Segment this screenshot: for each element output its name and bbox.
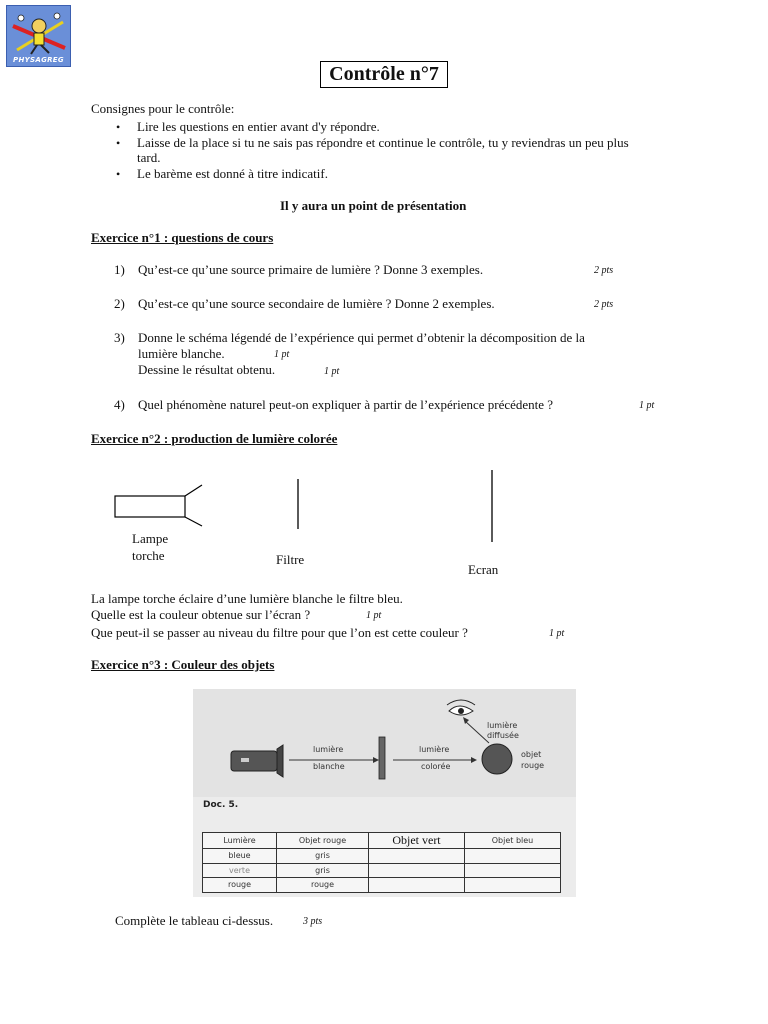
physagreg-logo: [6, 5, 71, 67]
question-2-points: 2 pts: [594, 299, 614, 310]
question-number: 1): [114, 262, 125, 277]
label-blanche: blanche: [313, 762, 345, 771]
torch-beam-top: [185, 485, 202, 496]
label-objet: objet: [521, 750, 542, 759]
bullet-icon: •: [116, 136, 121, 150]
consigne-item: Laisse de la place si tu ne sais pas répondre et continue le contrôle, tu y reviendras un peu plus: [137, 135, 629, 150]
arrow-head: [373, 757, 379, 763]
answer-cell[interactable]: [369, 849, 465, 864]
consigne-item-continued: tard.: [137, 150, 161, 165]
exercise-2-points-b: 1 pt: [549, 628, 565, 639]
question-3-line-1: Donne le schéma légendé de l’expérience qui permet d’obtenir la décomposition de la: [138, 330, 585, 345]
answer-cell[interactable]: [369, 863, 465, 878]
flashlight-switch: [241, 758, 249, 762]
label-lumiere-1: lumière: [313, 745, 344, 754]
question-3-line-3: Dessine le résultat obtenu.: [138, 362, 276, 377]
exercise-2-title: Exercice n°2 : production de lumière colorée: [91, 431, 338, 446]
question-3-points-a: 1 pt: [274, 349, 290, 360]
exercise-2-points-a: 1 pt: [366, 610, 382, 621]
doc-5-figure: [193, 689, 576, 897]
table-cell: verte: [203, 863, 277, 878]
question-1-points: 2 pts: [594, 265, 614, 276]
lampe-label: Lampe: [132, 531, 169, 546]
table-cell: gris: [277, 863, 369, 878]
exercise-2-line-1: La lampe torche éclaire d’une lumière blanche le filtre bleu.: [91, 591, 403, 606]
answer-cell[interactable]: [465, 878, 561, 893]
table-header-row: [203, 833, 561, 849]
presentation-note: Il y aura un point de présentation: [280, 198, 467, 213]
logo-label: PHYSAGREG: [13, 56, 64, 64]
eyebrow: [447, 700, 475, 705]
red-object-sphere: [482, 744, 512, 774]
exercise-2-line-3: Que peut-il se passer au niveau du filtre pour que l’on est cette couleur ?: [91, 625, 468, 640]
ecran-label: Ecran: [468, 562, 499, 577]
consignes-heading: Consignes pour le contrôle:: [91, 101, 235, 116]
label-coloree: colorée: [421, 762, 451, 771]
results-table: [202, 832, 561, 893]
exercise-1-title: Exercice n°1 : questions de cours: [91, 230, 274, 245]
question-4-points: 1 pt: [639, 400, 655, 411]
arrow-head: [463, 717, 469, 724]
question-number: 4): [114, 397, 125, 412]
doc-label: Doc. 5.: [203, 800, 239, 810]
table-cell: gris: [277, 849, 369, 864]
question-number: 2): [114, 296, 125, 311]
header-objet-vert: Objet vert: [369, 833, 465, 849]
table-row: [203, 849, 561, 864]
table-cell: rouge: [203, 878, 277, 893]
table-row: [203, 878, 561, 893]
header-lumiere: Lumière: [203, 833, 277, 849]
label-diffusee: diffusée: [487, 731, 519, 740]
consigne-item: Lire les questions en entier avant d'y répondre.: [137, 119, 380, 134]
label-lumiere-2: lumière: [419, 745, 450, 754]
table-row: [203, 863, 561, 878]
exercise-2-line-2: Quelle est la couleur obtenue sur l’écran ?: [91, 607, 311, 622]
exercise-3-points: 3 pts: [303, 916, 323, 927]
experiment-diagram: [110, 465, 510, 550]
header-objet-bleu: Objet bleu: [465, 833, 561, 849]
bullet-icon: •: [116, 167, 121, 181]
arrow-head: [471, 757, 477, 763]
eye-pupil: [458, 708, 464, 714]
flashlight-head: [277, 745, 283, 777]
exercise-3-title: Exercice n°3 : Couleur des objets: [91, 657, 275, 672]
question-1-text: Qu’est-ce qu’une source primaire de lumière ? Donne 3 exemples.: [138, 262, 484, 277]
answer-cell[interactable]: [465, 849, 561, 864]
color-experiment-illustration: [193, 689, 576, 797]
header-objet-rouge: Objet rouge: [277, 833, 369, 849]
label-lumiere-3: lumière: [487, 721, 518, 730]
question-2-text: Qu’est-ce qu’une source secondaire de lumière ? Donne 2 exemples.: [138, 296, 495, 311]
table-cell: rouge: [277, 878, 369, 893]
filtre-label: Filtre: [276, 552, 305, 567]
answer-cell[interactable]: [369, 878, 465, 893]
question-3-points-b: 1 pt: [324, 366, 340, 377]
question-4-text: Quel phénomène naturel peut-on expliquer à partir de l’expérience précédente ?: [138, 397, 554, 412]
exercise-3-instruction: Complète le tableau ci-dessus.: [115, 913, 274, 928]
page-title: Contrôle n°7: [320, 61, 448, 88]
arrow-diffused-light: [465, 721, 489, 743]
table-cell: bleue: [203, 849, 277, 864]
flashlight-icon: [231, 751, 277, 771]
consigne-item: Le barème est donné à titre indicatif.: [137, 166, 328, 181]
answer-cell[interactable]: [465, 863, 561, 878]
torch-beam-bottom: [185, 517, 202, 526]
bullet-icon: •: [116, 120, 121, 134]
question-3-line-2: lumière blanche.: [138, 346, 225, 361]
torche-label: torche: [132, 548, 165, 563]
filter-plate: [379, 737, 385, 779]
label-rouge: rouge: [521, 761, 545, 770]
question-number: 3): [114, 330, 125, 345]
torch-body: [115, 496, 185, 517]
